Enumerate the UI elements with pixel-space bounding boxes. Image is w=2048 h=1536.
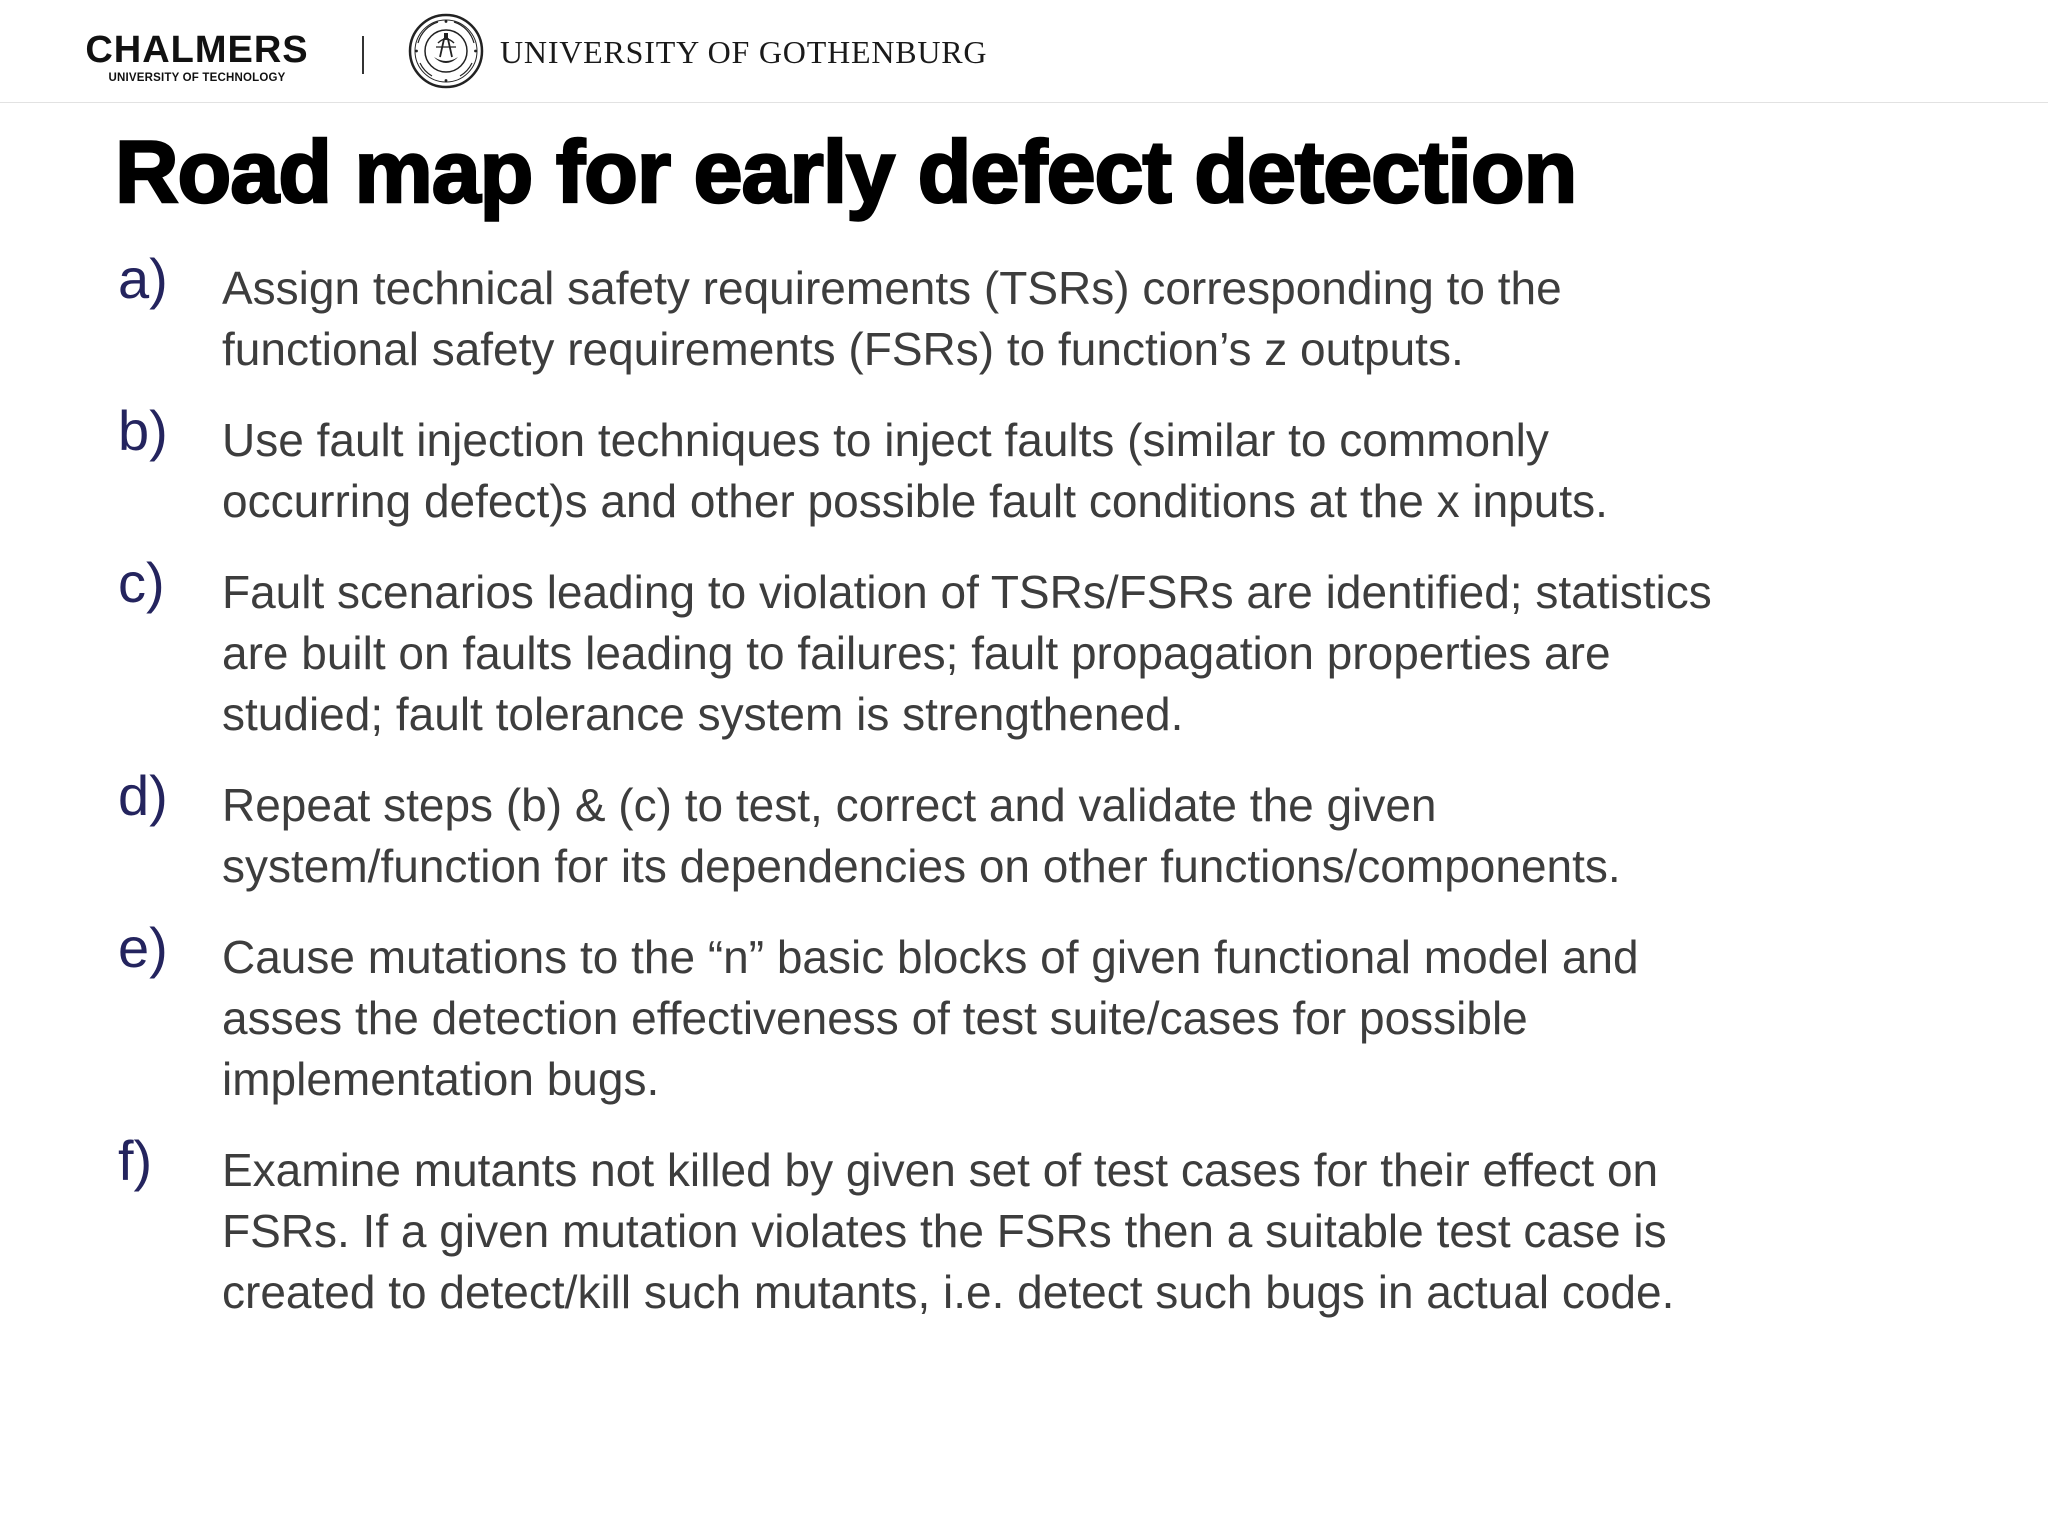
list-item-line: are built on faults leading to failures; fault propagation properties are [222, 627, 1611, 679]
logo-divider [362, 36, 364, 74]
list-item-marker: e) [118, 916, 168, 979]
chalmers-logo [72, 30, 322, 84]
list-item-line: studied; fault tolerance system is strengthened. [222, 688, 1184, 740]
list-item-marker: d) [118, 764, 168, 827]
list-item-marker: c) [118, 551, 165, 614]
list-item-text [222, 775, 1998, 897]
university-seal-icon [408, 13, 484, 89]
list-item-text [222, 258, 1998, 380]
list-item-line: created to detect/kill such mutants, i.e. detect such bugs in actual code. [222, 1266, 1675, 1318]
list-item-line: Cause mutations to the “n” basic blocks of given functional model and [222, 931, 1639, 983]
list-item-text [222, 927, 1998, 1110]
list-item-line: FSRs. If a given mutation violates the FSRs then a suitable test case is [222, 1205, 1667, 1257]
list-item-line: Examine mutants not killed by given set of test cases for their effect on [222, 1144, 1659, 1196]
list-item-text [222, 1140, 1998, 1323]
list-item [118, 551, 1998, 745]
roadmap-list [118, 247, 1998, 1353]
slide-header [0, 0, 2048, 103]
list-item [118, 399, 1998, 532]
list-item-marker: f) [118, 1129, 153, 1192]
list-item-line: Assign technical safety requirements (TSRs) corresponding to the [222, 262, 1562, 314]
chalmers-subtitle: UNIVERSITY OF TECHNOLOGY [108, 72, 286, 84]
list-item-text [222, 410, 1998, 532]
list-item [118, 247, 1998, 380]
list-item-line: Fault scenarios leading to violation of TSRs/FSRs are identified; statistics [222, 566, 1712, 618]
list-item-line: asses the detection effectiveness of test suite/cases for possible [222, 992, 1528, 1044]
list-item-line: Use fault injection techniques to inject faults (similar to commonly [222, 414, 1549, 466]
list-item-line: occurring defect)s and other possible fault conditions at the x inputs. [222, 475, 1608, 527]
list-item-line: Repeat steps (b) & (c) to test, correct and validate the given [222, 779, 1437, 831]
list-item [118, 1129, 1998, 1323]
list-item-line: system/function for its dependencies on other functions/components. [222, 840, 1621, 892]
list-item-text [222, 562, 1998, 745]
chalmers-name: CHALMERS [85, 29, 309, 71]
gothenburg-name: UNIVERSITY OF GOTHENBURG [500, 34, 988, 70]
slide-title: Road map for early defect detection [115, 122, 1577, 221]
list-item-marker: a) [118, 247, 168, 310]
list-item [118, 764, 1998, 897]
list-item-line: implementation bugs. [222, 1053, 660, 1105]
list-item [118, 916, 1998, 1110]
list-item-marker: b) [118, 399, 168, 462]
list-item-line: functional safety requirements (FSRs) to function’s z outputs. [222, 323, 1464, 375]
